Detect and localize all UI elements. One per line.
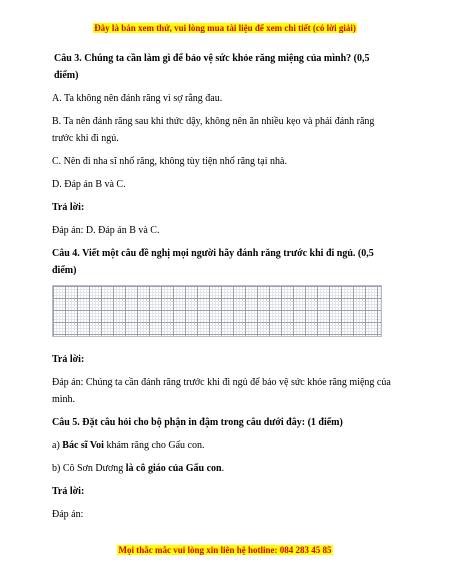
question-3-option-d: D. Đáp án B và C. (52, 179, 126, 190)
question-5-item-a (52, 437, 392, 454)
question-5-answer: Đáp án: (52, 509, 84, 520)
question-5-item-b (52, 460, 392, 477)
question-3-option-b: B. Ta nên đánh răng sau khi thức dậy, không nên ăn nhiều kẹo và phải đánh răng trước khi đi ngủ. (52, 116, 375, 144)
item-b-prefix: b) Cô Sơn Dương (52, 463, 126, 474)
item-a-bold-part: Bác sĩ Voi (62, 440, 104, 451)
hotline-banner (0, 545, 450, 555)
item-a-rest: khám răng cho Gấu con. (103, 440, 205, 451)
question-3-answer: Đáp án: D. Đáp án B và C. (52, 225, 160, 236)
question-3-title: Câu 3. Chúng ta cần làm gì để bảo vệ sức khỏe răng miệng của mình? (0,5 điểm) (54, 53, 370, 81)
hotline-text: Mọi thắc mắc vui lòng xin liên hệ hotline: 084 283 45 85 (118, 545, 332, 555)
preview-notice-text: Đây là bản xem thử, vui lòng mua tài liệu để xem chi tiết (có lời giải) (94, 23, 356, 33)
item-a-prefix: a) (52, 440, 63, 451)
question-3-answer-label: Trả lời: (52, 202, 85, 213)
item-b-bold-part: là cô giáo của Gấu con (125, 463, 222, 474)
item-b-rest: . (221, 463, 225, 474)
question-4-answer: Đáp án: Chúng ta cần đánh răng trước khi đi ngủ để bảo vệ sức khỏe răng miệng của mình. (52, 377, 391, 405)
question-3-option-c: C. Nên đi nha sĩ nhổ răng, không tùy tiện nhổ răng tại nhà. (52, 156, 287, 167)
question-3-option-a: A. Ta không nên đánh răng vì sợ rằng đau. (52, 93, 223, 104)
question-4-title: Câu 4. Viết một câu đề nghị mọi người hãy đánh răng trước khi đi ngủ. (0,5 điểm) (52, 248, 374, 276)
preview-notice-banner (0, 23, 450, 33)
question-4-answer-label: Trả lời: (52, 354, 85, 365)
document-body (52, 50, 392, 523)
question-5-title: Câu 5. Đặt câu hỏi cho bộ phận in đậm trong câu dưới đây: (1 điểm) (52, 417, 343, 428)
question-5-answer-label: Trả lời: (52, 486, 85, 497)
writing-grid (52, 285, 382, 337)
